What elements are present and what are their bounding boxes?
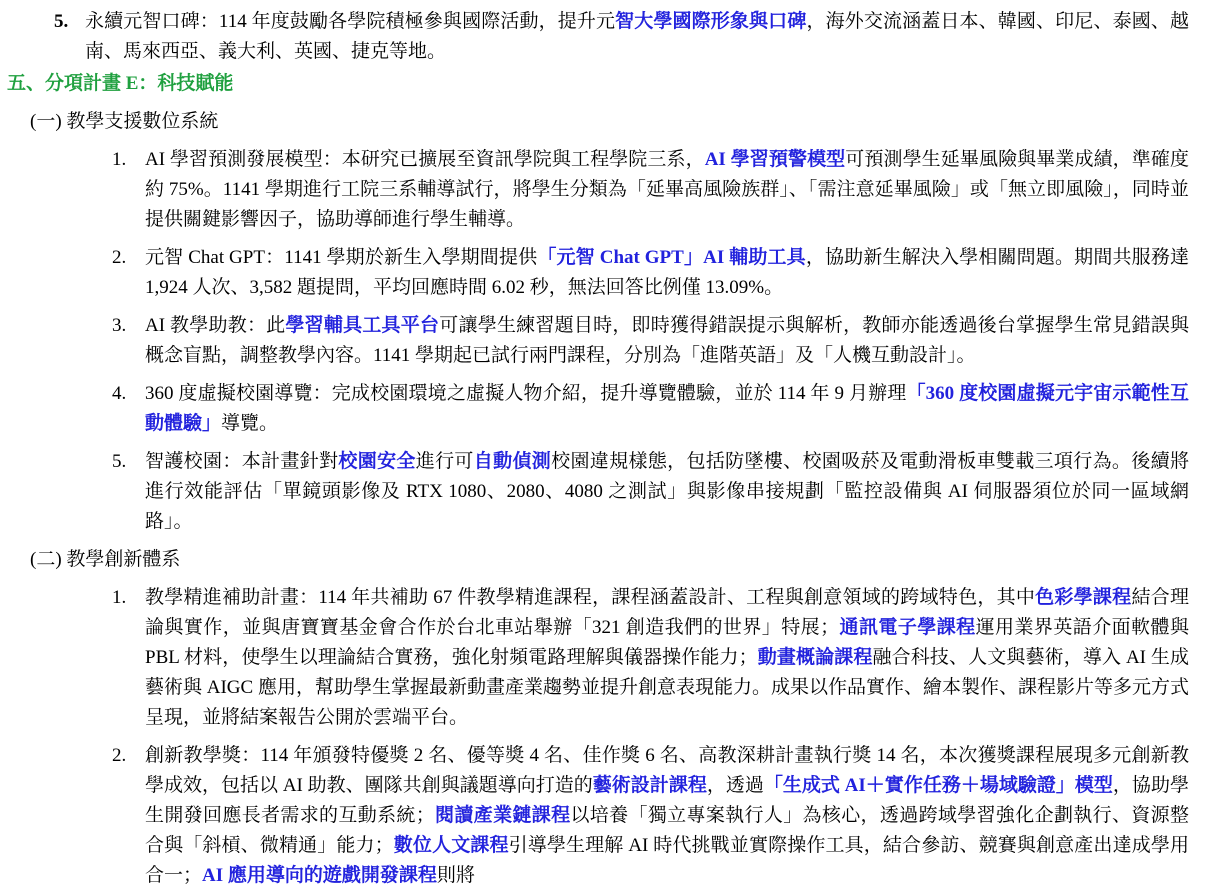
highlight-text: 校園安全 xyxy=(338,451,416,472)
highlight-text: AI 應用導向的遊戲開發課程 xyxy=(202,865,437,886)
body-text: AI 學習預測發展模型：本研究已擴展至資訊學院與工程學院三系， xyxy=(145,149,705,170)
body-text: ，海外交流涵蓋日本、韓國、印尼、泰國、越南、馬來西亞、義大利、英國、捷克等地。 xyxy=(85,11,1189,62)
list-item-sustainability-reputation xyxy=(0,7,1189,67)
list-number: 2. xyxy=(112,247,127,268)
list-item-innovative-teaching-award xyxy=(0,741,1189,891)
highlight-text: 動畫概論課程 xyxy=(757,647,873,668)
heading-text: 五、分項計畫 E：科技賦能 xyxy=(7,73,234,94)
highlight-text: 智大學國際形象與口碑 xyxy=(615,11,807,32)
highlight-text: 色彩學課程 xyxy=(1035,587,1132,608)
body-text: (一) 教學支援數位系統 xyxy=(30,111,219,132)
body-text: 則將 xyxy=(436,865,475,886)
list-item-360-virtual-campus xyxy=(0,379,1189,439)
highlight-text: 「生成式 AI＋實作任務＋場域驗證」模型 xyxy=(763,775,1113,796)
list-number: 5. xyxy=(112,451,127,472)
highlight-text: 學習輔具工具平台 xyxy=(285,315,440,336)
body-text: 可預測學生延畢風險與畢業成績，準確度約 75%。1141 學期進行工院三系輔導試行，將學生分類為「延畢高風險族群」、「需注意延畢風險」或「無立即風險」，同時並提供關鍵影響因子，協助導師進行學生輔導。 xyxy=(145,149,1189,230)
list-number: 5. xyxy=(54,11,69,32)
highlight-text: 數位人文課程 xyxy=(393,835,509,856)
highlight-text: 自動偵測 xyxy=(473,451,552,472)
list-number: 1. xyxy=(112,587,127,608)
highlight-text: 藝術設計課程 xyxy=(592,775,707,796)
body-text: 以培養「獨立專案執行人」為核心，透過跨域學習強化企劃執行、資源整合與「斜槓、微精通」能力； xyxy=(145,805,1189,856)
body-text: 運用業界英語介面軟體與 PBL 材料，使學生以理論結合實務，強化射頻電路理解與儀器操作能力； xyxy=(145,617,1189,668)
body-text: 結合理論與實作，並與唐寶寶基金會合作於台北車站舉辦「321 創造我們的世界」特展； xyxy=(145,587,1189,638)
body-text: (二) 教學創新體系 xyxy=(30,549,181,570)
body-text: 教學精進補助計畫：114 年共補助 67 件教學精進課程，課程涵蓋設計、工程與創意領域的跨域特色，其中 xyxy=(145,587,1036,608)
body-text: AI 教學助教：此 xyxy=(145,315,286,336)
body-text: 創新教學獎：114 年頒發特優獎 2 名、優等獎 4 名、佳作獎 6 名、高教深耕計畫執行獎 14 名，本次獲獎課程展現多元創新教學成效，包括以 AI 助教、團隊共創與議題導向打造的 xyxy=(145,745,1189,796)
body-text: 融合科技、人文與藝術，導入 AI 生成藝術與 AIGC 應用，幫助學生掌握最新動畫產業趨勢並提升創意表現能力。成果以作品實作、繪本製作、課程影片等多元方式呈現，並將結案報告公開於雲端平台。 xyxy=(145,647,1189,728)
subsection-heading-teaching-innovation xyxy=(30,545,1189,575)
highlight-text: AI 學習預警模型 xyxy=(704,149,846,170)
list-number: 4. xyxy=(112,383,127,404)
body-text: 可讓學生練習題目時，即時獲得錯誤提示與解析，教師亦能透過後台掌握學生常見錯誤與概念盲點，調整教學內容。1141 學期起已試行兩門課程，分別為「進階英語」及「人機互動設計」。 xyxy=(145,315,1189,366)
body-text: ，協助新生解決入學相關問題。期間共服務達 1,924 人次、3,582 題提問，平均回應時間 6.02 秒，無法回答比例僅 13.09%。 xyxy=(145,247,1189,298)
list-item-teaching-improvement-grants xyxy=(0,583,1189,733)
highlight-text: 通訊電子學課程 xyxy=(839,617,976,638)
highlight-text: 閱讀產業鏈課程 xyxy=(434,805,571,826)
body-text: 導覽。 xyxy=(221,413,279,434)
highlight-text: 「元智 Chat GPT」AI 輔助工具 xyxy=(537,247,806,268)
body-text: 元智 Chat GPT：1141 學期於新生入學期間提供 xyxy=(145,247,538,268)
body-text: 智護校園：本計畫針對 xyxy=(145,451,339,472)
section-heading-plan-e xyxy=(7,69,1189,99)
list-number: 2. xyxy=(112,745,127,766)
list-item-yzu-chatgpt xyxy=(0,243,1189,303)
list-item-ai-teaching-assistant xyxy=(0,311,1189,371)
body-text: 校園違規樣態，包括防墜樓、校園吸菸及電動滑板車雙載三項行為。後續將進行效能評估「單鏡頭影像及 RTX 1080、2080、4080 之測試」與影像串接規劃「監控設備與 AI 伺服器須位於同一區域網路」。 xyxy=(145,451,1189,532)
body-text: 進行可 xyxy=(415,451,474,472)
body-text: ，透過 xyxy=(706,775,764,796)
list-number: 1. xyxy=(112,149,127,170)
highlight-text: 「360 度校園虛擬元宇宙示範性互動體驗」 xyxy=(145,383,1189,434)
body-text: 引導學生理解 AI 時代挑戰並實際操作工具，結合參訪、競賽與創意產出達成學用合一； xyxy=(145,835,1189,886)
body-text: ，協助學生開發回應長者需求的互動系統； xyxy=(145,775,1189,826)
list-item-ai-prediction-model xyxy=(0,145,1189,235)
list-number: 3. xyxy=(112,315,127,336)
list-item-smart-campus-protection xyxy=(0,447,1189,537)
body-text: 永續元智口碑：114 年度鼓勵各學院積極參與國際活動，提升元 xyxy=(85,11,616,32)
subsection-heading-digital-systems xyxy=(30,107,1189,137)
body-text: 360 度虛擬校園導覽：完成校園環境之虛擬人物介紹，提升導覽體驗，並於 114 年 9 月辦理 xyxy=(145,383,907,404)
